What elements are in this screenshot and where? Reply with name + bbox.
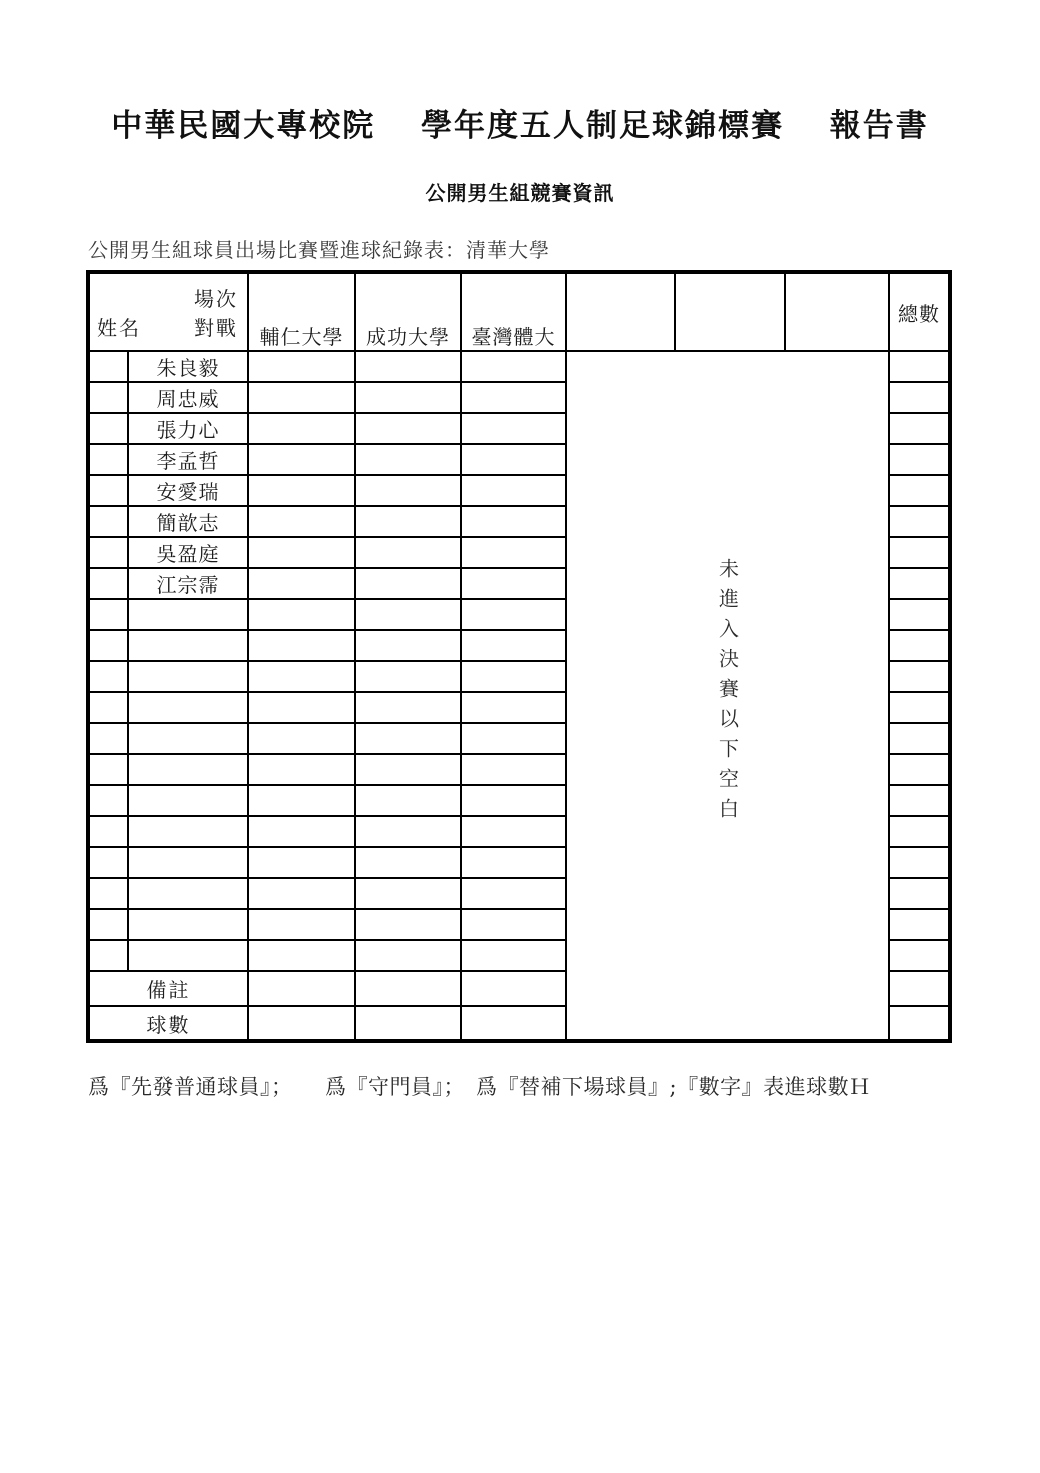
starter-mark-cell [88,413,128,444]
not-qualified-note: 未進入決賽以下空白 [715,558,740,828]
page-subtitle: 公開男生組競賽資訊 [425,181,615,205]
score-cell-fujen [248,847,355,878]
footer-cell-fujen [248,971,355,1006]
player-total-cell [889,692,950,723]
score-cell-fujen [248,506,355,537]
score-cell-taiwanti [461,754,566,785]
score-cell-chenggong [355,382,461,413]
footer-cell-chenggong [355,971,461,1006]
corner-label-name: 姓名 [97,316,141,340]
player-total-cell [889,506,950,537]
starter-mark-cell [88,444,128,475]
score-cell-taiwanti [461,382,566,413]
player-name-cell: 朱良毅 [128,351,248,382]
player-name-cell: 張力心 [128,413,248,444]
player-total-cell [889,723,950,754]
score-cell-taiwanti [461,413,566,444]
opponent-header-taiwanti: 臺灣體大 [461,272,566,351]
score-cell-chenggong [355,413,461,444]
score-cell-chenggong [355,816,461,847]
score-cell-taiwanti [461,661,566,692]
score-cell-taiwanti [461,785,566,816]
player-name-cell [128,909,248,940]
score-cell-taiwanti [461,475,566,506]
starter-mark-cell [88,754,128,785]
score-cell-fujen [248,475,355,506]
player-total-cell [889,382,950,413]
score-cell-fujen [248,382,355,413]
score-cell-chenggong [355,506,461,537]
player-name-cell: 江宗霈 [128,568,248,599]
footer-cell-taiwanti [461,971,566,1006]
score-cell-fujen [248,661,355,692]
footer-total-cell [889,971,950,1006]
score-cell-fujen [248,351,355,382]
starter-mark-cell [88,692,128,723]
player-total-cell [889,351,950,382]
score-cell-chenggong [355,785,461,816]
player-name-cell [128,878,248,909]
score-cell-fujen [248,816,355,847]
score-cell-fujen [248,940,355,971]
score-cell-taiwanti [461,630,566,661]
player-name-cell [128,630,248,661]
footer-row-label: 備註 [88,971,248,1006]
player-name-cell [128,847,248,878]
score-cell-taiwanti [461,537,566,568]
score-cell-fujen [248,692,355,723]
starter-mark-cell [88,475,128,506]
player-total-cell [889,630,950,661]
player-row [88,351,950,382]
starter-mark-cell [88,940,128,971]
score-cell-chenggong [355,940,461,971]
score-cell-fujen [248,599,355,630]
score-cell-chenggong [355,909,461,940]
starter-mark-cell [88,661,128,692]
player-total-cell [889,816,950,847]
score-cell-fujen [248,723,355,754]
score-cell-fujen [248,878,355,909]
score-cell-taiwanti [461,816,566,847]
score-cell-chenggong [355,661,461,692]
player-total-cell [889,475,950,506]
starter-mark-cell [88,785,128,816]
score-cell-fujen [248,568,355,599]
player-total-cell [889,847,950,878]
score-cell-chenggong [355,723,461,754]
score-cell-fujen [248,537,355,568]
player-name-cell: 周忠威 [128,382,248,413]
total-header: 總數 [889,272,950,351]
player-total-cell [889,568,950,599]
score-cell-chenggong [355,878,461,909]
score-cell-chenggong [355,568,461,599]
player-name-cell [128,692,248,723]
score-cell-taiwanti [461,940,566,971]
score-cell-fujen [248,754,355,785]
starter-mark-cell [88,568,128,599]
score-cell-taiwanti [461,878,566,909]
score-cell-fujen [248,630,355,661]
player-name-cell: 李孟哲 [128,444,248,475]
player-name-cell [128,599,248,630]
score-cell-fujen [248,413,355,444]
score-cell-taiwanti [461,599,566,630]
legend-footnote: 爲『先發普通球員』； 爲『守門員』； 爲『替補下場球員』;『數字』表進球數Ｈ [88,1075,871,1099]
score-cell-chenggong [355,475,461,506]
score-cell-taiwanti [461,351,566,382]
player-name-cell [128,661,248,692]
player-name-cell: 簡歆志 [128,506,248,537]
starter-mark-cell [88,878,128,909]
player-total-cell [889,413,950,444]
score-cell-fujen [248,909,355,940]
corner-label-match: 場次 [194,287,238,311]
starter-mark-cell [88,599,128,630]
footer-total-cell [889,1006,950,1041]
player-total-cell [889,909,950,940]
player-total-cell [889,785,950,816]
player-total-cell [889,537,950,568]
starter-mark-cell [88,537,128,568]
footer-row-label: 球數 [88,1006,248,1041]
score-cell-taiwanti [461,909,566,940]
score-cell-taiwanti [461,506,566,537]
score-cell-taiwanti [461,847,566,878]
player-total-cell [889,878,950,909]
corner-label-opponent: 對戰 [194,316,238,340]
player-name-cell [128,723,248,754]
opponent-header-empty-1 [566,272,675,351]
player-name-cell: 吳盈庭 [128,537,248,568]
player-name-cell [128,940,248,971]
opponent-header-empty-2 [675,272,785,351]
starter-mark-cell [88,506,128,537]
player-total-cell [889,599,950,630]
player-total-cell [889,661,950,692]
starter-mark-cell [88,847,128,878]
score-cell-fujen [248,785,355,816]
not-qualified-note-cell [566,351,889,1041]
score-cell-chenggong [355,351,461,382]
score-cell-fujen [248,444,355,475]
table-header-row [88,272,950,351]
player-name-cell [128,754,248,785]
player-total-cell [889,444,950,475]
footer-cell-chenggong [355,1006,461,1041]
footer-cell-taiwanti [461,1006,566,1041]
score-cell-chenggong [355,444,461,475]
score-cell-chenggong [355,599,461,630]
score-cell-chenggong [355,754,461,785]
player-name-cell [128,785,248,816]
table-caption: 公開男生組球員出場比賽暨進球紀錄表：清華大學 [88,238,550,262]
player-name-cell [128,816,248,847]
score-cell-taiwanti [461,568,566,599]
player-record-table [86,270,952,1043]
score-cell-chenggong [355,692,461,723]
opponent-header-empty-3 [785,272,889,351]
score-cell-chenggong [355,630,461,661]
score-cell-taiwanti [461,723,566,754]
score-cell-chenggong [355,847,461,878]
player-total-cell [889,940,950,971]
score-cell-taiwanti [461,444,566,475]
starter-mark-cell [88,723,128,754]
opponent-header-chenggong: 成功大學 [355,272,461,351]
starter-mark-cell [88,382,128,413]
starter-mark-cell [88,351,128,382]
score-cell-taiwanti [461,692,566,723]
starter-mark-cell [88,909,128,940]
starter-mark-cell [88,630,128,661]
opponent-header-fujen: 輔仁大學 [248,272,355,351]
player-total-cell [889,754,950,785]
corner-header-cell [88,272,248,351]
footer-cell-fujen [248,1006,355,1041]
page-title: 中華民國大專校院 學年度五人制足球錦標賽 報告書 [111,108,929,144]
score-cell-chenggong [355,537,461,568]
starter-mark-cell [88,816,128,847]
player-name-cell: 安愛瑞 [128,475,248,506]
